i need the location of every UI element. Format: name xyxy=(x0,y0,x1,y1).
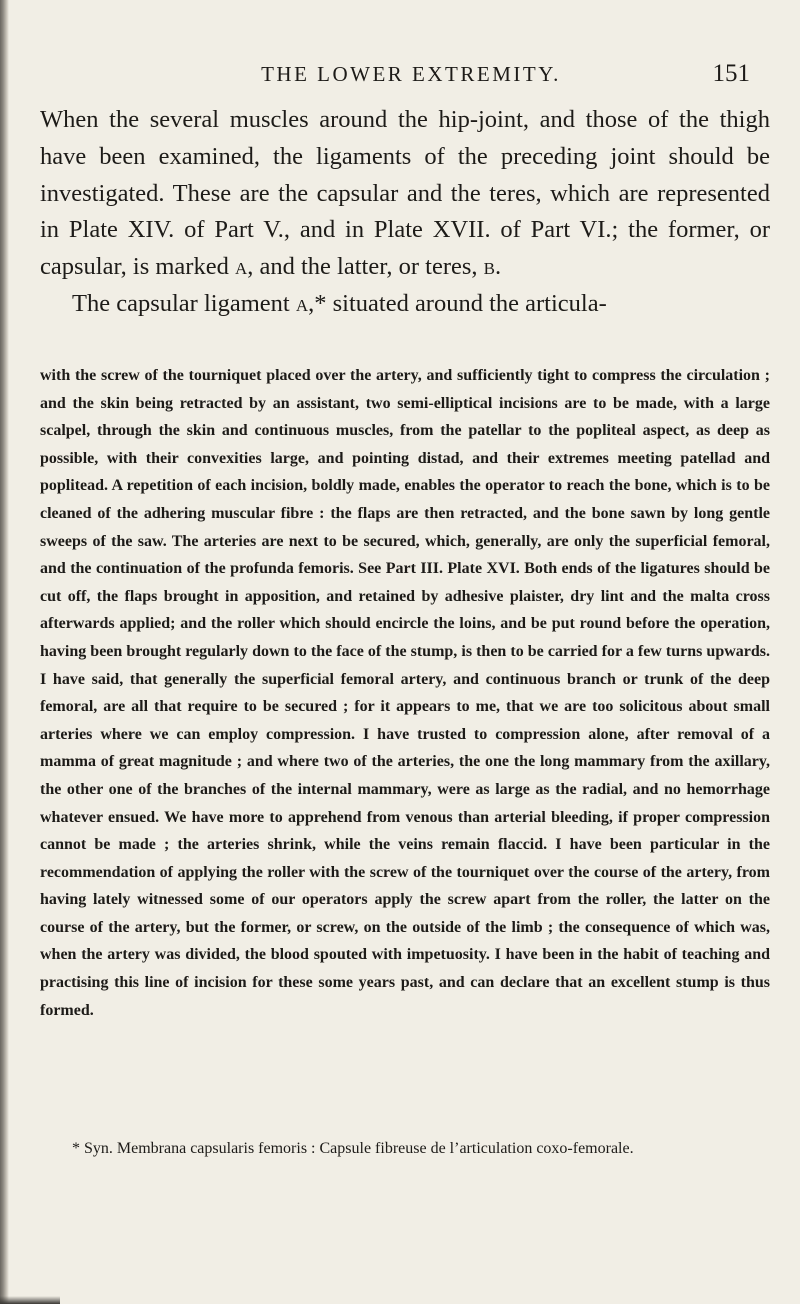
running-title: THE LOWER EXTREMITY. xyxy=(261,62,561,86)
footnote: * Syn. Membrana capsularis femoris : Capsule fibreuse de l’articulation coxo-femorale. xyxy=(72,1140,634,1157)
main-text xyxy=(40,102,770,323)
paragraph-1: When the several muscles around the hip-joint, and those of the thigh have been examined, the ligaments of the preceding joint should be investigated. These are the capsular and the teres, which are represented in Plate XIV. of Part V., and in Plate XVII. of Part VI.; the former, or capsular, is marked a, and the latter, or teres, b. xyxy=(40,106,770,281)
page-number: 151 xyxy=(712,60,750,87)
label-a: a xyxy=(234,253,248,281)
running-head xyxy=(40,62,782,102)
page-binding-edge xyxy=(0,0,9,1304)
book-page xyxy=(40,0,782,1304)
label-a: a xyxy=(295,289,309,317)
label-b: b xyxy=(483,253,496,281)
continuation-text: with the screw of the tourniquet placed over the artery, and sufficiently tight to compress the circulation ; and the skin being retracted by an assistant, two semi-elliptical incisions are to be made, with a large scalpel, through the skin and continuous muscles, from the patellar to the popliteal aspect, as deep as possible, with their convexities large, and pointing distad, and their extremes meeting patellad and poplitead. A repetition of each incision, boldly made, enables the operator to reach the bone, which is to be cleaned of the adhering muscular fibre : the flaps are then retracted, and the bone sawn by long gentle sweeps of the saw. The arteries are next to be secured, which, generally, are only the superficial femoral, and the continuation of the profunda femoris. See Part III. Plate XVI. Both ends of the ligatures should be cut off, the flaps brought in apposition, and retained by adhesive plaister, dry lint and the malta cross afterwards applied; and the roller which should encircle the loins, and be put round before the operation, having been brought regularly down to the face of the stump, is then to be carried for a few turns upwards. I have said, that generally the superficial femoral artery, and continuous branch or trunk of the deep femoral, are all that require to be secured ; for it appears to me, that we are too solicitous about small arteries where we can employ compression. I have trusted to compression alone, after removal of a mamma of great magnitude ; and where two of the arteries, the one the long mammary from the axillary, the other one of the branches of the internal mammary, were as large as the radial, and no hemorrhage whatever ensued. We have more to apprehend from venous than arterial bleeding, if proper compression cannot be made ; the arteries shrink, while the veins remain flaccid. I have been particular in the recommendation of applying the roller with the screw of the tourniquet over the course of the artery, from having lately witnessed some of our operators apply the screw apart from the roller, the latter on the course of the artery, but the former, or screw, on the outside of the limb ; the consequence of which was, when the artery was divided, the blood spouted with impetuosity. I have been in the habit of teaching and practising this line of incision for these some years past, and can declare that an excellent stump is thus formed. xyxy=(40,367,770,1019)
paragraph-2: The capsular ligament a,* situated around the articula- xyxy=(72,289,607,317)
